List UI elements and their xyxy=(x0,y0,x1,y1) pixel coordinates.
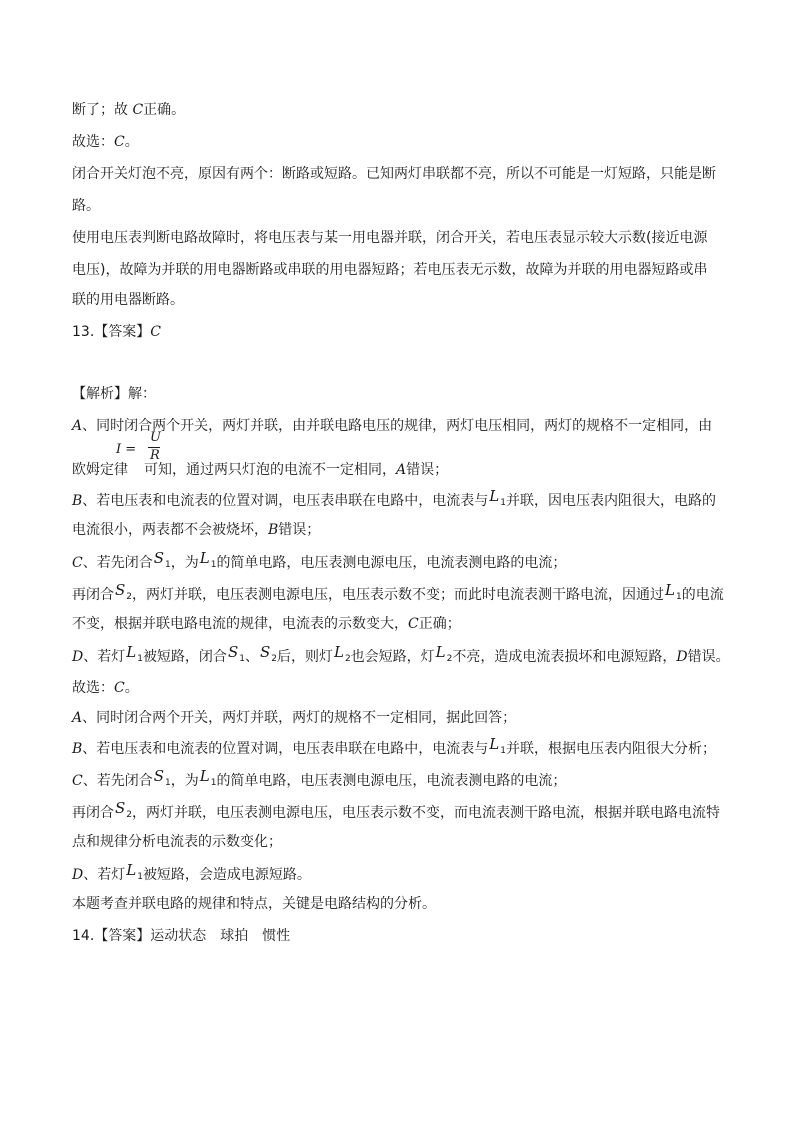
text-line: 故选：C。 xyxy=(72,134,139,150)
text-line: 电压)，故障为并联的用电器断路或串联的用电器短路；若电压表无示数，故障为并联的用电器短路或串 xyxy=(72,262,708,278)
formula-lhs: I = xyxy=(116,442,137,457)
analysis-heading: 【解析】解： xyxy=(72,386,156,402)
text-line: B、若电压表和电流表的位置对调，电压表串联在电路中，电流表与L1并联，根据电压表内阻很大分析； xyxy=(72,735,716,757)
answer-heading-13: 13.【答案】C xyxy=(72,324,161,340)
text-line: 联的用电器断路。 xyxy=(72,292,184,308)
text-line: A、同时闭合两个开关，两灯并联，由并联电路电压的规律，两灯电压相同，两灯的规格不一定相同，由 xyxy=(72,418,713,434)
text-line: 本题考查并联电路的规律和特点，关键是电路结构的分析。 xyxy=(72,896,436,912)
text-line: D、若灯L1被短路，会造成电源短路。 xyxy=(72,861,311,883)
text-line: 路。 xyxy=(72,198,100,214)
answer-heading-14: 14.【答案】运动状态 球拍 惯性 xyxy=(72,928,291,944)
formula-numerator: U xyxy=(150,430,161,445)
text-line: 闭合开关灯泡不亮，原因有两个：断路或短路。已知两灯串联都不亮，所以不可能是一灯短路，只能是断 xyxy=(72,166,716,182)
formula-denominator: R xyxy=(150,448,160,463)
text-line: 电流很小，两表都不会被烧坏，B错误； xyxy=(72,522,321,538)
text-line: 点和规律分析电流表的示数变化； xyxy=(72,834,282,850)
text-line: 故选：C。 xyxy=(72,680,139,696)
text-line: 再闭合S2，两灯并联，电压表测电源电压，电压表示数不变，而电流表测干路电流，根据并联电路电流特 xyxy=(72,799,721,821)
text-line: C、若先闭合S1，为L1的简单电路，电压表测电源电压，电流表测电路的电流； xyxy=(72,549,567,571)
text-line: 不变，根据并联电路电流的规律，电流表的示数变大，C正确； xyxy=(72,616,461,632)
text-line: C、若先闭合S1，为L1的简单电路，电压表测电源电压，电流表测电路的电流； xyxy=(72,767,567,789)
text-line: D、若灯L1被短路，闭合S1、S2后，则灯L2也会短路，灯L2不亮，造成电流表损坏和电源短路，D错误。 xyxy=(72,643,730,665)
text-line: 欧姆定律 可知，通过两只灯泡的电流不一定相同，A错误； xyxy=(72,462,449,478)
text-line: 断了；故 C正确。 xyxy=(72,102,186,118)
ohms-law-formula xyxy=(116,430,161,463)
text-line: B、若电压表和电流表的位置对调，电压表串联在电路中，电流表与L1并联，因电压表内阻很大，电路的 xyxy=(72,487,716,509)
text-line: A、同时闭合两个开关，两灯并联，两灯的规格不一定相同，据此回答； xyxy=(72,710,517,726)
text-line: 再闭合S2，两灯并联，电压表测电源电压，电压表示数不变；而此时电流表测干路电流，因通过L1的电流 xyxy=(72,581,724,603)
text-line: 使用电压表判断电路故障时，将电压表与某一用电器并联，闭合开关，若电压表显示较大示数(接近电源 xyxy=(72,230,708,246)
